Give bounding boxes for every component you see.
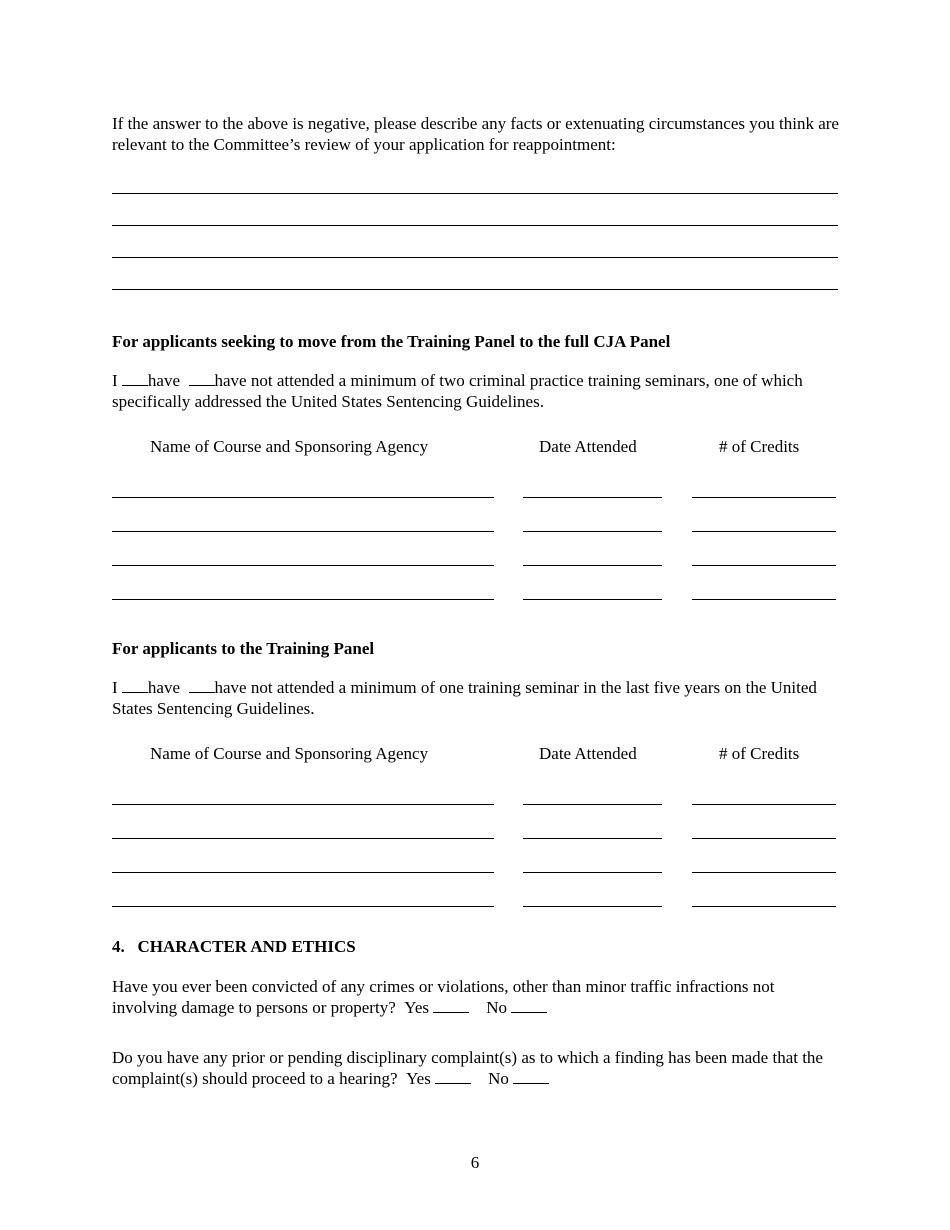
- date-line[interactable]: [523, 838, 662, 839]
- no-label: No: [486, 998, 508, 1017]
- date-line[interactable]: [523, 565, 662, 566]
- yes-label: Yes: [404, 998, 429, 1017]
- yes-label: Yes: [406, 1069, 431, 1088]
- training-panel-heading: For applicants to the Training Panel: [112, 639, 375, 658]
- no-blank[interactable]: [511, 998, 547, 1013]
- statement-prefix: I: [112, 678, 122, 697]
- have-not-blank[interactable]: [189, 678, 215, 693]
- answer-line-2[interactable]: [112, 225, 838, 226]
- credits-line[interactable]: [692, 838, 836, 839]
- no-blank[interactable]: [513, 1069, 549, 1084]
- date-line[interactable]: [523, 804, 662, 805]
- date-line[interactable]: [523, 497, 662, 498]
- training-panel-statement: [112, 677, 842, 719]
- course-line[interactable]: [112, 599, 494, 600]
- credits-line[interactable]: [692, 565, 836, 566]
- statement-prefix: I: [112, 371, 122, 390]
- column-header-credits: # of Credits: [719, 744, 800, 763]
- question-disciplinary: [112, 1047, 842, 1089]
- have-label: have: [147, 371, 181, 390]
- credits-line[interactable]: [692, 497, 836, 498]
- course-line[interactable]: [112, 565, 494, 566]
- question-convictions: [112, 976, 842, 1018]
- full-panel-statement: [112, 370, 842, 412]
- have-not-label: have not attended a minimum of one training seminar in the last five years on the United States Sentencing Guidelines.: [112, 678, 817, 718]
- credits-line[interactable]: [692, 599, 836, 600]
- credits-line[interactable]: [692, 906, 836, 907]
- date-line[interactable]: [523, 531, 662, 532]
- course-line[interactable]: [112, 872, 494, 873]
- column-header-date: Date Attended: [539, 744, 637, 763]
- yes-blank[interactable]: [433, 998, 469, 1013]
- have-label: have: [147, 678, 181, 697]
- course-line[interactable]: [112, 531, 494, 532]
- have-blank[interactable]: [122, 371, 148, 386]
- have-not-blank[interactable]: [189, 371, 215, 386]
- date-line[interactable]: [523, 872, 662, 873]
- yes-blank[interactable]: [435, 1069, 471, 1084]
- column-header-course: Name of Course and Sponsoring Agency: [150, 437, 429, 456]
- full-panel-heading: For applicants seeking to move from the Training Panel to the full CJA Panel: [112, 332, 671, 351]
- no-label: No: [488, 1069, 509, 1088]
- course-line[interactable]: [112, 497, 494, 498]
- column-header-credits: # of Credits: [719, 437, 800, 456]
- course-line[interactable]: [112, 804, 494, 805]
- column-header-course: Name of Course and Sponsoring Agency: [150, 744, 429, 763]
- section-4-heading: 4. CHARACTER AND ETHICS: [112, 937, 356, 956]
- intro-paragraph: If the answer to the above is negative, please describe any facts or extenuating circumstances you think are relevant to the Committee’s review of your application for reappointment:: [112, 114, 839, 154]
- course-line[interactable]: [112, 906, 494, 907]
- column-header-date: Date Attended: [539, 437, 637, 456]
- question-text: Have you ever been convicted of any crimes or violations, other than minor traffic infractions not involving damage to persons or property?: [112, 977, 775, 1017]
- course-line[interactable]: [112, 838, 494, 839]
- answer-line-4[interactable]: [112, 289, 838, 290]
- page-number: 6: [470, 1153, 480, 1172]
- date-line[interactable]: [523, 599, 662, 600]
- have-blank[interactable]: [122, 678, 148, 693]
- credits-line[interactable]: [692, 531, 836, 532]
- answer-line-1[interactable]: [112, 193, 838, 194]
- date-line[interactable]: [523, 906, 662, 907]
- have-not-label: have not attended a minimum of two criminal practice training seminars, one of which specifically addressed the United States Sentencing Guidelines.: [112, 371, 803, 411]
- answer-line-3[interactable]: [112, 257, 838, 258]
- question-text: Do you have any prior or pending disciplinary complaint(s) as to which a finding has been made that the complaint(s) should proceed to a hearing?: [112, 1048, 823, 1088]
- credits-line[interactable]: [692, 804, 836, 805]
- credits-line[interactable]: [692, 872, 836, 873]
